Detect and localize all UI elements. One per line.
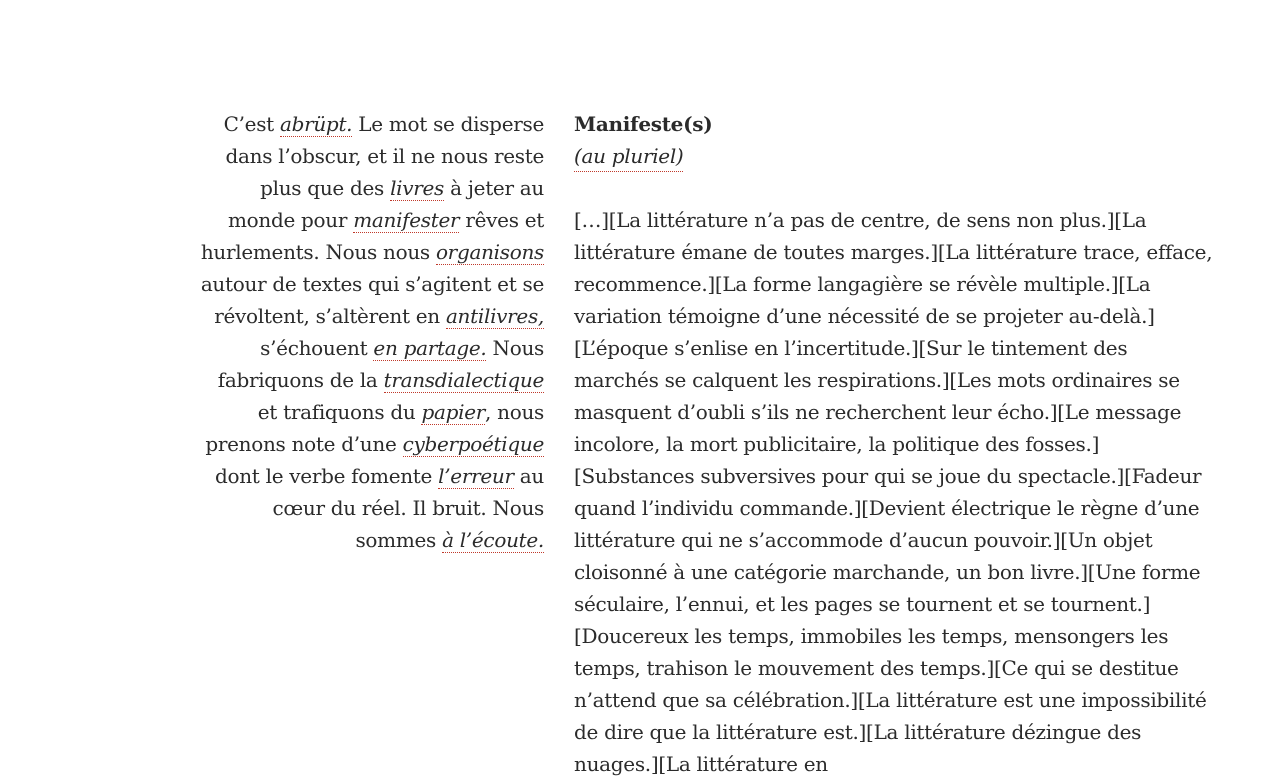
intro-text: à jeter au monde pour: [227, 176, 544, 232]
link-lerreur[interactable]: l’erreur: [438, 464, 514, 488]
manifesto-header: [574, 108, 1214, 172]
intro-text: , nous prenons note d’une: [205, 400, 544, 456]
link-en-partage[interactable]: en partage.: [373, 336, 487, 360]
manifesto-subtitle-link[interactable]: (au pluriel): [574, 141, 683, 172]
intro-text: rêves et hurlements. Nous nous: [200, 208, 544, 264]
link-transdialectique[interactable]: transdialectique: [383, 368, 544, 392]
link-cyberpoetique[interactable]: cyberpoétique: [402, 432, 544, 456]
intro-paragraph: [200, 108, 544, 556]
link-a-lecoute[interactable]: à l’écoute.: [442, 528, 544, 552]
link-organisons[interactable]: organisons: [435, 240, 544, 264]
manifesto-section: [574, 108, 1214, 780]
link-manifester[interactable]: manifester: [353, 208, 460, 232]
manifesto-title: Manifeste(s): [574, 112, 713, 136]
link-antilivres[interactable]: antilivres,: [445, 304, 544, 328]
link-papier[interactable]: papier: [421, 400, 486, 424]
manifesto-body: […][La littérature n’a pas de centre, de sens non plus.][La littérature émane de toutes marges.][La littérature trace, efface, recommence.][La forme langagière se révèle multiple.][La variation témoigne d’une nécessité de se projeter au-delà.][L’époque s’enlise en l’incertitude.][Sur le tintement des marchés se calquent les respirations.][Les mots ordinaires se masquent d’oubli s’ils ne recherchent leur écho.][Le message incolore, la mort publicitaire, la politique des fosses.][Substances subversives pour qui se joue du spectacle.][Fadeur quand l’individu commande.][Devient électrique le règne d’une littérature qui ne s’accommode d’aucun pouvoir.][Un objet cloisonné à une catégorie marchande, un bon livre.][Une forme séculaire, l’ennui, et les pages se tournent et se tournent.][Doucereux les temps, immobiles les temps, mensongers les temps, trahison le mouvement des temps.][Ce qui se destitue n’attend que sa célébration.][La littérature est une impossibilité de dire que la littérature est.][La littérature dézingue des nuages.][La littérature en: [574, 208, 1213, 776]
link-livres[interactable]: livres: [390, 176, 445, 200]
intro-text: s’échouent: [260, 336, 374, 360]
intro-text: Nous fabriquons de la: [217, 336, 544, 392]
intro-text: C’est: [223, 112, 280, 136]
intro-text: autour de textes qui s’agitent et se révoltent, s’altèrent en: [200, 272, 544, 328]
intro-text: Le mot se disperse dans l’obscur, et il ne nous reste plus que des: [225, 112, 544, 200]
intro-text: au cœur du réel. Il bruit. Nous sommes: [272, 464, 544, 552]
intro-text: et trafiquons du: [257, 400, 422, 424]
link-abrupt[interactable]: abrüpt.: [279, 112, 353, 136]
intro-text: dont le verbe fomente: [214, 464, 439, 488]
